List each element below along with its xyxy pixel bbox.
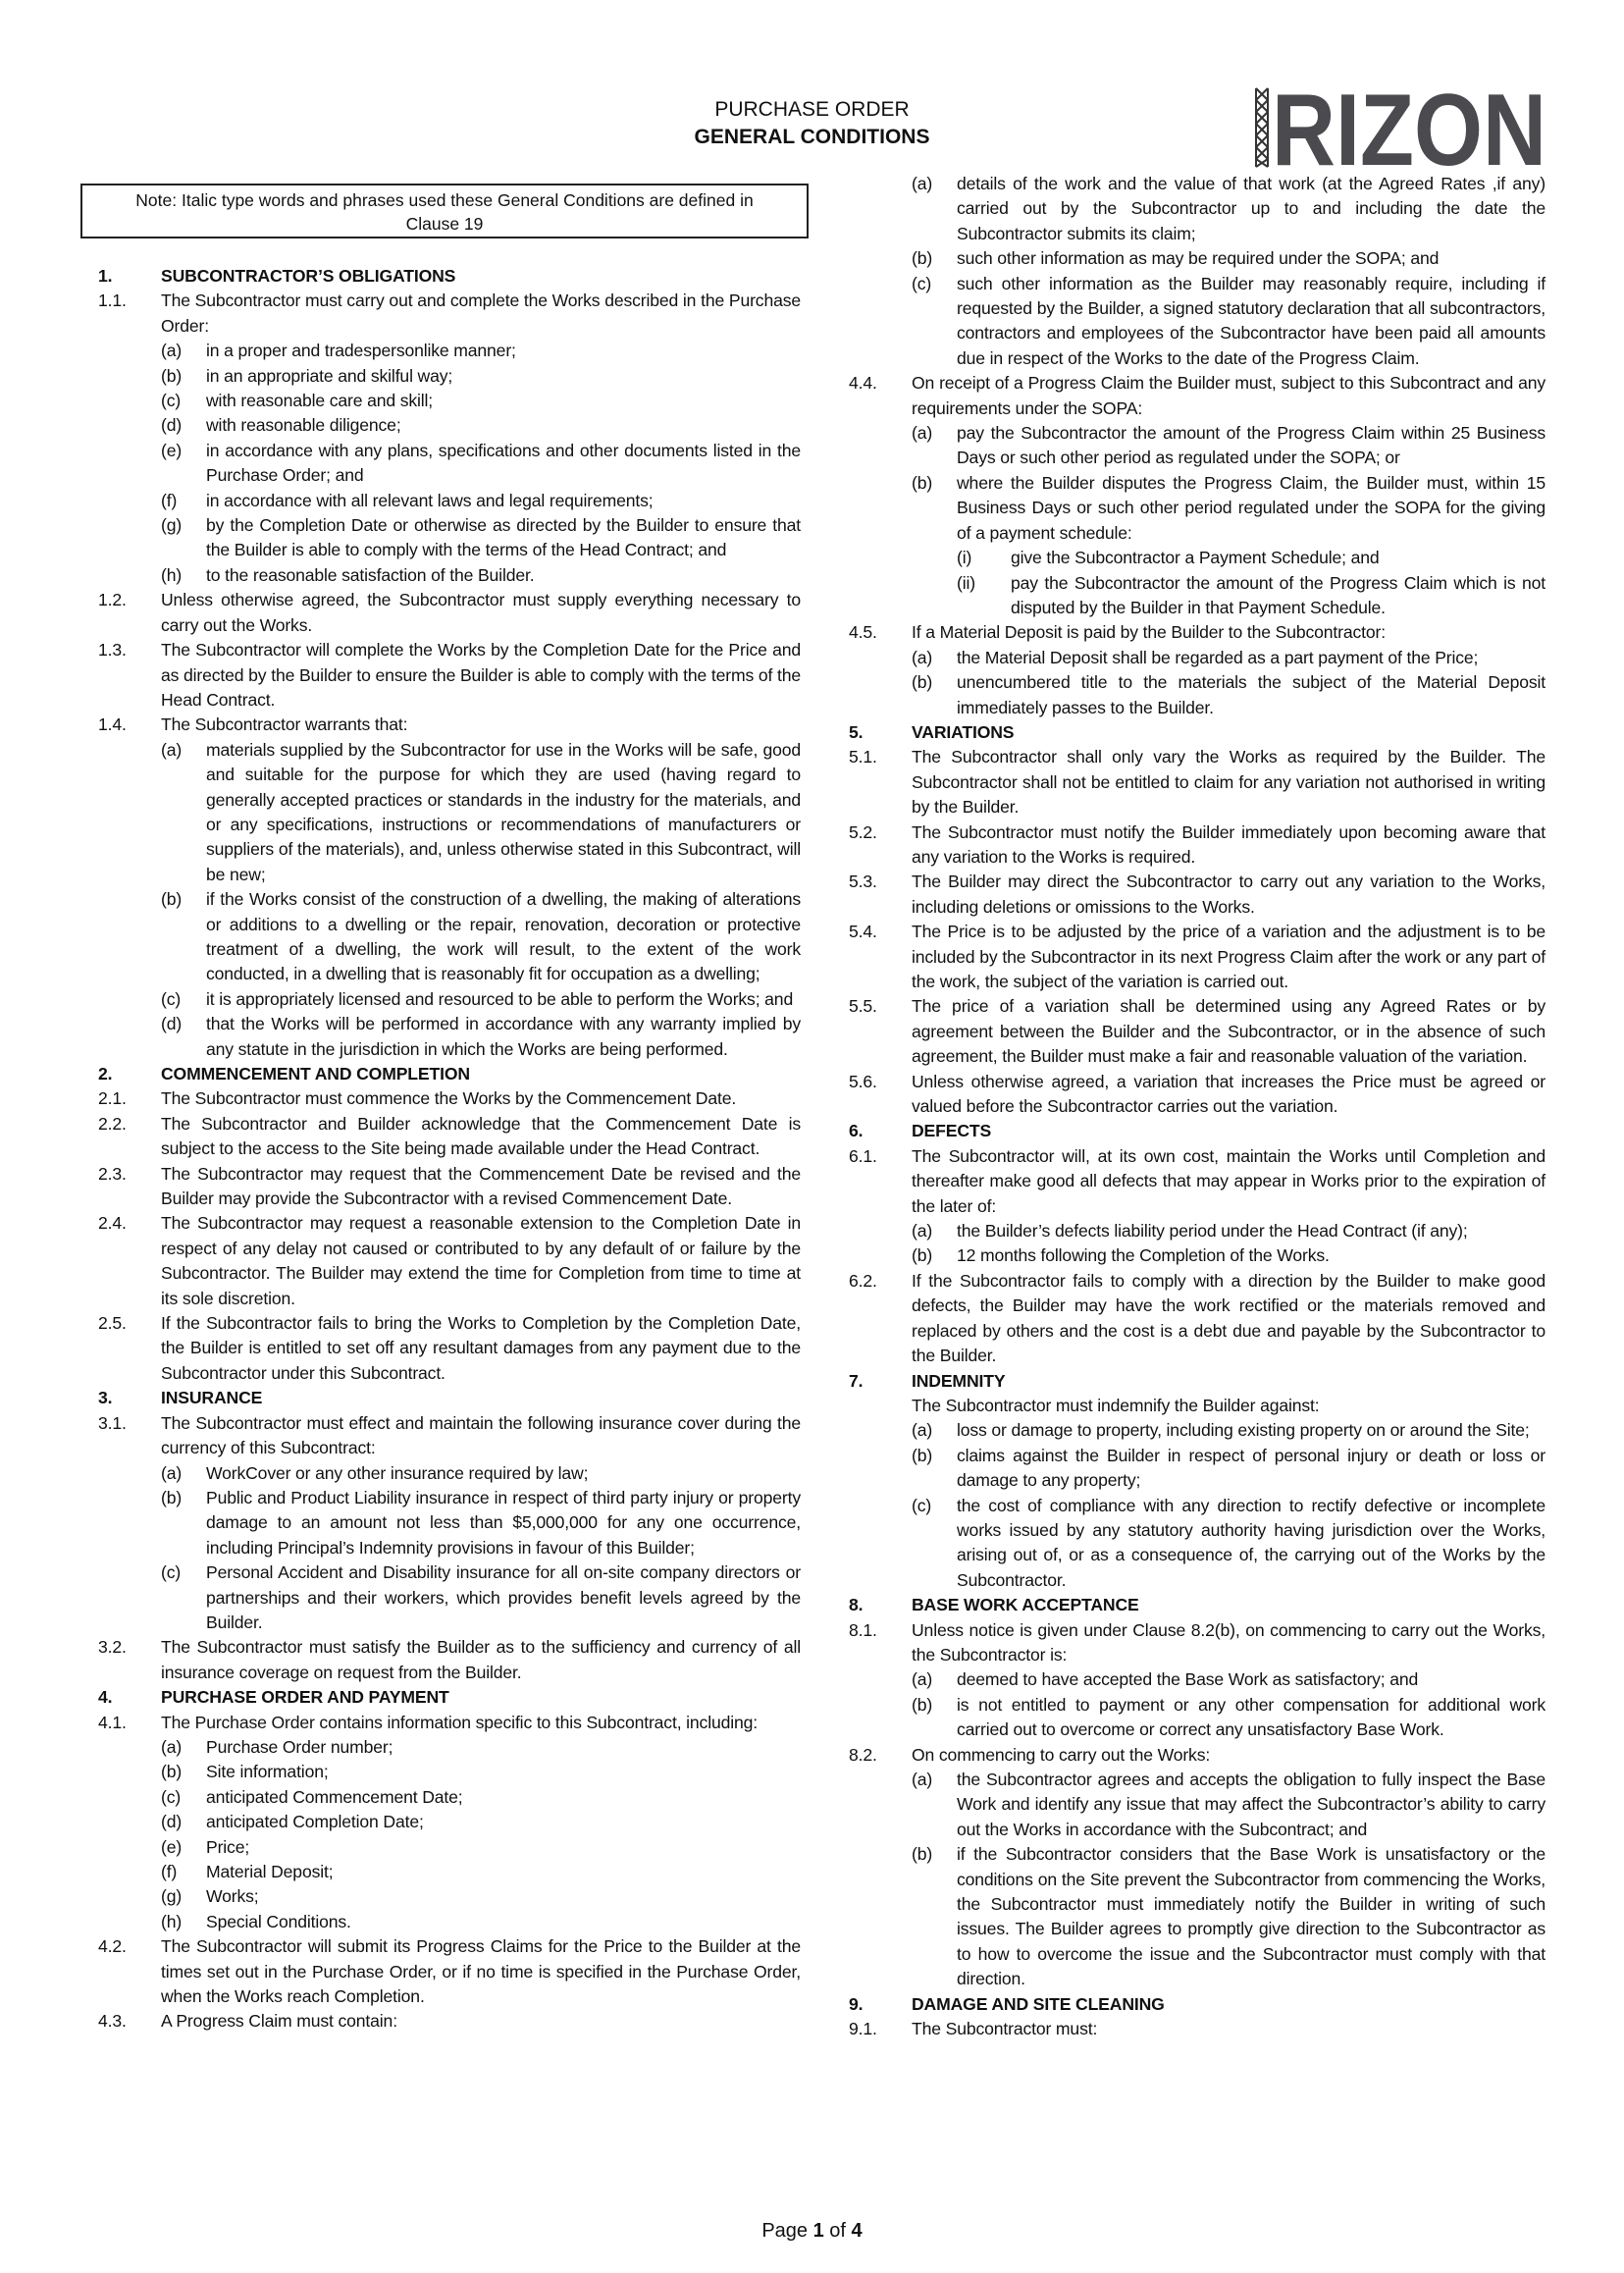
clause [849, 745, 1545, 819]
sub-clause [98, 489, 801, 513]
clause [98, 1934, 801, 2009]
clause-number: (g) [161, 515, 183, 536]
clause-text: The Subcontractor may request that the Commencement Date be revised and the Builder may provide the Subcontractor with a revised Commencement Date. [161, 1163, 801, 1209]
clause [849, 920, 1545, 994]
clause-number: 1.3. [98, 640, 127, 661]
sub-clause [98, 887, 801, 987]
sub-clause [98, 563, 801, 588]
clause-text: unencumbered title to the materials the subject of the Material Deposit immediately passes to the Builder. [957, 672, 1545, 717]
clause-number: (d) [161, 415, 183, 436]
sub-clause [849, 1693, 1545, 1743]
clause [98, 1162, 801, 1212]
clause-text: The Subcontractor must carry out and complete the Works described in the Purchase Order: [161, 291, 801, 336]
clause-number: (ii) [957, 572, 975, 593]
sub-clause [98, 1486, 801, 1560]
lattice-mark-icon [1256, 88, 1268, 167]
clause-text: If the Subcontractor fails to bring the Works to Completion by the Completion Date, the Builder is entitled to set off any resultant damages from any payment due to the Subcontractor under this Subcontract. [161, 1313, 801, 1383]
sub-clause [849, 272, 1545, 372]
sub-clause [98, 1735, 801, 1760]
clause-text: The Subcontractor may request a reasonable extension to the Completion Date in respect of any delay not caused or contributed to by any default of or failure by the Subcontractor. The Builder may extend the time for Completion from time to time at its sole discretion. [161, 1213, 801, 1308]
section-heading [849, 1369, 1545, 1394]
clause [98, 1411, 801, 1461]
clause-text: is not entitled to payment or any other compensation for additional work carried out to overcome or correct any unsatisfactory Base Work. [957, 1694, 1545, 1740]
clause-number: (a) [161, 341, 183, 361]
clause-number: 6. [849, 1121, 864, 1141]
sub-clause [849, 1768, 1545, 1842]
sub-clause [849, 1667, 1545, 1692]
sub-sub-clause [849, 546, 1545, 570]
clause [98, 2009, 801, 2034]
page-of-label: of [829, 2220, 846, 2242]
clause-number: 2. [98, 1064, 113, 1084]
sub-clause [849, 246, 1545, 271]
sub-clause [98, 1860, 801, 1884]
clause [98, 1635, 801, 1685]
clause-number: 3. [98, 1388, 113, 1408]
sub-clause [98, 389, 801, 413]
sub-clause [98, 738, 801, 887]
clause-number: (c) [161, 1786, 182, 1807]
clause-text: details of the work and the value of that work (at the Agreed Rates ,if any) carried out by the Subcontractor up to and including the date the Subcontractor submits its claim; [957, 174, 1545, 243]
clause-text: Price; [206, 1836, 250, 1857]
clause [849, 870, 1545, 920]
clause-text: If the Subcontractor fails to comply with a direction by the Builder to make good defects, the Builder may have the work rectified or the materials removed and replaced by others and the cost is a debt due and payable by the Subcontractor to the Builder. [912, 1270, 1545, 1366]
clause-text: DEFECTS [912, 1121, 992, 1141]
clause [849, 1618, 1545, 1668]
sub-clause [98, 1810, 801, 1834]
clause-number: (h) [161, 564, 183, 585]
clause-number: 9.1. [849, 2019, 877, 2039]
clause-text: The Subcontractor must effect and maintain the following insurance cover during the currency of this Subcontract: [161, 1412, 801, 1458]
clause-number: 1.2. [98, 590, 127, 610]
sub-clause [98, 1835, 801, 1860]
clause-text: the Builder’s defects liability period under the Head Contract (if any); [957, 1221, 1468, 1242]
clause-text: such other information as may be required under the SOPA; and [957, 248, 1440, 269]
clause-number: 4.4. [849, 373, 877, 394]
clause [849, 2017, 1545, 2041]
clause-number: 5.4. [849, 922, 877, 942]
clause [98, 638, 801, 713]
clause [849, 1144, 1545, 1219]
clause-text: in accordance with all relevant laws and legal requirements; [206, 490, 654, 510]
clause-text: The Purchase Order contains information specific to this Subcontract, including: [161, 1712, 758, 1732]
sub-clause [849, 1243, 1545, 1268]
clause-number: 2.1. [98, 1088, 127, 1109]
clause-text: 12 months following the Completion of the Works. [957, 1245, 1330, 1266]
clause-text: COMMENCEMENT AND COMPLETION [161, 1064, 470, 1084]
clause-number: (d) [161, 1014, 183, 1034]
clause-text: with reasonable care and skill; [206, 391, 434, 411]
clause-number: 2.3. [98, 1163, 127, 1184]
clause-number: 8.1. [849, 1619, 877, 1640]
clause-number: (b) [912, 1694, 933, 1715]
section-heading [849, 1992, 1545, 2017]
sub-clause [98, 339, 801, 363]
clause-number: 4.2. [98, 1936, 127, 1957]
clause-text: The Subcontractor must satisfy the Builder as to the sufficiency and currency of all insurance coverage on request from the Builder. [161, 1637, 801, 1682]
clause-text: The Subcontractor will, at its own cost, maintain the Works until Completion and thereafter make good all defects that may appear in Works prior to the expiration of the later of: [912, 1145, 1545, 1216]
clause-text: Material Deposit; [206, 1862, 334, 1881]
clause-number: 4.3. [98, 2011, 127, 2032]
sub-clause [849, 1842, 1545, 1991]
sub-clause [98, 364, 801, 389]
clause [98, 1711, 801, 1735]
sub-clause [849, 1418, 1545, 1443]
clause [98, 289, 801, 339]
clause-text: by the Completion Date or otherwise as directed by the Builder to ensure that the Builder is able to comply with the terms of the Head Contract; and [206, 515, 801, 560]
clause-number: 7. [849, 1370, 864, 1391]
clause [98, 1311, 801, 1386]
clause [849, 994, 1545, 1069]
clause-number: (b) [912, 248, 933, 269]
clause-text: it is appropriately licensed and resourced to be able to perform the Works; and [206, 988, 794, 1009]
clause-number: 5.1. [849, 747, 877, 767]
clause-text: The Subcontractor must: [912, 2019, 1098, 2039]
clause-text: pay the Subcontractor the amount of the Progress Claim within 25 Business Days or such other period as regulated under the SOPA; or [957, 423, 1545, 468]
page-label: Page [761, 2220, 809, 2242]
clause-text: The Subcontractor must indemnify the Builder against: [912, 1395, 1320, 1415]
clause-number: (b) [161, 889, 183, 910]
clause-number: (a) [161, 1736, 183, 1757]
section-heading [849, 1593, 1545, 1617]
clause-text: The Subcontractor and Builder acknowledge that the Commencement Date is subject to the access to the Site being made available under the Head Contract. [161, 1113, 801, 1159]
clause [849, 820, 1545, 871]
note-line-2: Clause 19 [405, 214, 484, 234]
clause-text: Works; [206, 1886, 259, 1907]
definitions-note [80, 184, 809, 238]
clause-text: where the Builder disputes the Progress Claim, the Builder must, within 15 Business Days or such other period regulated under the SOPA for the giving of a payment schedule: [957, 472, 1545, 543]
document-type: PURCHASE ORDER [714, 98, 910, 121]
clause-text: to the reasonable satisfaction of the Builder. [206, 564, 535, 585]
clause-text: The Builder may direct the Subcontractor to carry out any variation to the Works, including deletions or omissions to the Works. [912, 872, 1545, 917]
clause-number: (a) [912, 423, 933, 444]
section-heading [98, 1062, 801, 1086]
clause-text: BASE WORK ACCEPTANCE [912, 1595, 1139, 1615]
clause-text: If a Material Deposit is paid by the Builder to the Subcontractor: [912, 622, 1386, 643]
section-heading [98, 1685, 801, 1710]
sub-clause [849, 1494, 1545, 1594]
clause-text: The Subcontractor must notify the Builder immediately upon becoming aware that any variation to the Works is required. [912, 821, 1545, 867]
clause-text: On commencing to carry out the Works: [912, 1744, 1211, 1765]
sub-clause [98, 1884, 801, 1909]
sub-clause [98, 439, 801, 489]
clause-text: Public and Product Liability insurance in respect of third party injury or property damage to an amount not less than $5,000,000 for any one occurrence, including Principal’s Indemnity provisions in favour of this Builder; [206, 1487, 801, 1558]
clause-number: (f) [161, 490, 178, 510]
clause-text: VARIATIONS [912, 721, 1015, 742]
clause-number: (a) [912, 1669, 933, 1690]
clause-text: The Price is to be adjusted by the price of a variation and the adjustment is to be included by the Subcontractor in its next Progress Claim after the work or any part of the work, the subject of the variation is carried out. [912, 922, 1545, 991]
clause-number: 6.1. [849, 1145, 877, 1166]
sub-clause [849, 1219, 1545, 1243]
note-line-1: Note: Italic type words and phrases used these General Conditions are defined in [135, 190, 754, 210]
clause-text: SUBCONTRACTOR’S OBLIGATIONS [161, 266, 456, 286]
clause-number: 5. [849, 721, 864, 742]
clause-text: the Material Deposit shall be regarded as a part payment of the Price; [957, 647, 1479, 667]
left-column [98, 264, 801, 2035]
clause-number: (c) [912, 273, 932, 293]
clause-number: (e) [161, 1836, 183, 1857]
clause-text: PURCHASE ORDER AND PAYMENT [161, 1687, 449, 1708]
clause-number: 4.1. [98, 1712, 127, 1732]
clause-text: INSURANCE [161, 1388, 263, 1408]
clause-text: Special Conditions. [206, 1911, 351, 1931]
clause-number: (c) [912, 1495, 932, 1515]
clause-text: The price of a variation shall be determined using any Agreed Rates or by agreement between the Builder and the Subcontractor, or in the absence of such agreement, the Builder must make a fair and reasonable valuation of the variation. [912, 996, 1545, 1067]
sub-clause [98, 1760, 801, 1784]
clause-number: (b) [912, 1245, 933, 1266]
clause-text: WorkCover or any other insurance required by law; [206, 1462, 589, 1483]
clause-number: 5.2. [849, 821, 877, 842]
clause-number: 6.2. [849, 1270, 877, 1291]
document-title: GENERAL CONDITIONS [694, 126, 930, 148]
clause [849, 1269, 1545, 1369]
clause-text: A Progress Claim must contain: [161, 2011, 397, 2032]
clause-number: (f) [161, 1862, 178, 1881]
clause-text: that the Works will be performed in accordance with any warranty implied by any statute in the jurisdiction in which the Works are being performed. [206, 1014, 801, 1059]
sub-clause [98, 413, 801, 438]
sub-clause [849, 670, 1545, 720]
clause-text: Unless notice is given under Clause 8.2(b), on commencing to carry out the Works, the Subcontractor is: [912, 1619, 1545, 1665]
clause-number: (b) [912, 672, 933, 693]
clause [849, 620, 1545, 645]
sub-clause [849, 646, 1545, 670]
clause-text: materials supplied by the Subcontractor for use in the Works will be safe, good and suitable for the purpose for which they are used (having regard to generally accepted practices or standards in the industry for the materials, and or any specifications, instructions or recommendations of manufacturers or suppliers of the materials), and, unless otherwise stated in this Subcontract, will be new; [206, 739, 801, 884]
clause [98, 1211, 801, 1311]
clause-number: (b) [912, 472, 933, 493]
clause-number: (a) [912, 647, 933, 667]
clause-number: (b) [161, 365, 183, 386]
clause-number: (a) [161, 739, 183, 760]
clause-number: 8.2. [849, 1744, 877, 1765]
clause-text: in an appropriate and skilful way; [206, 365, 453, 386]
clause-number: 2.2. [98, 1113, 127, 1134]
clause-number: 1.4. [98, 714, 127, 735]
clause-text: if the Works consist of the construction of a dwelling, the making of alterations or additions to a dwelling or the repair, renovation, decoration or protective treatment of a dwelling, the work will result, to the extent of the work conducted, in a dwelling that is reasonably fit for occupation as a dwelling; [206, 889, 801, 984]
clause-number: 8. [849, 1595, 864, 1615]
clause-number: (g) [161, 1886, 183, 1907]
clause-number: (i) [957, 548, 972, 568]
clause [98, 588, 801, 638]
clause-text: The Subcontractor will complete the Works by the Completion Date for the Price and as directed by the Builder to ensure the Builder is able to comply with the terms of the Head Contract. [161, 640, 801, 710]
clause [849, 371, 1545, 421]
clause-number: (b) [912, 1445, 933, 1465]
clause-text: pay the Subcontractor the amount of the Progress Claim which is not disputed by the Builder in that Payment Schedule. [1011, 572, 1545, 617]
sub-clause [98, 1012, 801, 1062]
company-logo [1254, 86, 1548, 169]
total-page-count: 4 [851, 2220, 863, 2242]
clause-text: DAMAGE AND SITE CLEANING [912, 1993, 1165, 2014]
sub-clause [849, 1444, 1545, 1494]
clause-text: Purchase Order number; [206, 1736, 393, 1757]
current-page-number: 1 [812, 2220, 824, 2242]
clause-number: (a) [912, 1221, 933, 1242]
sub-sub-clause [849, 571, 1545, 621]
clause-number: 5.3. [849, 872, 877, 892]
clause-number: (a) [912, 174, 933, 193]
clause-number: (b) [912, 1844, 933, 1865]
clause-text: anticipated Completion Date; [206, 1812, 424, 1832]
section-heading [98, 1386, 801, 1410]
sub-clause [98, 1785, 801, 1810]
clause-number: (b) [161, 1487, 183, 1507]
section-heading [98, 264, 801, 289]
clause-text: The Subcontractor shall only vary the Works as required by the Builder. The Subcontractor shall not be entitled to claim for any variation not authorised in writing by the Builder. [912, 747, 1545, 818]
clause [849, 1743, 1545, 1768]
clause-number: 1. [98, 266, 113, 286]
clause-number: 2.4. [98, 1213, 127, 1234]
clause-number: (c) [161, 1562, 182, 1583]
sub-clause [98, 1910, 801, 1934]
clause-number: (c) [161, 988, 182, 1009]
clause-number: 5.5. [849, 996, 877, 1017]
clause-number: (a) [912, 1770, 933, 1789]
clause-paragraph [849, 1394, 1545, 1418]
clause-text: the Subcontractor agrees and accepts the obligation to fully inspect the Base Work and identify any issue that may affect the Subcontractor’s ability to carry out the Works in accordance with the Subcontract; and [957, 1770, 1545, 1839]
clause-number: (b) [161, 1762, 183, 1782]
clause-number: 5.6. [849, 1071, 877, 1091]
section-heading [849, 1119, 1545, 1143]
clause-number: (a) [912, 1420, 933, 1441]
clause-text: claims against the Builder in respect of personal injury or death or loss or damage to any property; [957, 1445, 1545, 1491]
clause-text: give the Subcontractor a Payment Schedule; and [1011, 548, 1380, 568]
clause-text: such other information as the Builder may reasonably require, including if requested by the Builder, a signed statutory declaration that all subcontractors, contractors and employees of the Subcontractor have been paid all amounts due in respect of the Works to the date of the Progress Claim. [957, 273, 1545, 368]
clause-number: 4. [98, 1687, 113, 1708]
clause-text: in accordance with any plans, specifications and other documents listed in the Purchase Order; and [206, 440, 801, 486]
sub-clause [98, 1461, 801, 1486]
clause-number: (e) [161, 440, 183, 460]
clause-text: The Subcontractor must commence the Works by the Commencement Date. [161, 1088, 737, 1109]
clause-number: 1.1. [98, 291, 127, 311]
sub-clause [849, 471, 1545, 546]
clause-text: Unless otherwise agreed, the Subcontractor must supply everything necessary to carry out the Works. [161, 590, 801, 635]
sub-clause [98, 987, 801, 1012]
clause-text: deemed to have accepted the Base Work as satisfactory; and [957, 1669, 1419, 1690]
clause-number: (a) [161, 1462, 183, 1483]
clause-text: Site information; [206, 1762, 329, 1782]
clause-text: The Subcontractor will submit its Progress Claims for the Price to the Builder at the times set out in the Purchase Order, or if no time is specified in the Purchase Order, when the Works reach Completion. [161, 1936, 801, 2007]
clause-number: 9. [849, 1993, 864, 2014]
clause-number: 3.1. [98, 1412, 127, 1433]
clause-text: anticipated Commencement Date; [206, 1786, 463, 1807]
clause-number: (d) [161, 1812, 183, 1832]
sub-clause [849, 172, 1545, 246]
right-column [849, 172, 1545, 2041]
clause-text: in a proper and tradespersonlike manner; [206, 341, 516, 361]
clause [98, 1086, 801, 1111]
clause-text: On receipt of a Progress Claim the Builder must, subject to this Subcontract and any requirements under the SOPA: [912, 373, 1545, 418]
clause-number: 4.5. [849, 622, 877, 643]
clause-text: the cost of compliance with any direction to rectify defective or incomplete works issued by any statutory authority having jurisdiction over the Works, arising out of, or as a consequence of, the carrying out of the Works by the Subcontractor. [957, 1495, 1545, 1590]
clause [98, 1112, 801, 1162]
clause-number: 2.5. [98, 1313, 127, 1334]
sub-clause [98, 513, 801, 563]
clause-text: with reasonable diligence; [206, 415, 401, 436]
clause [98, 713, 801, 737]
sub-clause [849, 421, 1545, 471]
logo-wordmark: RIZON [1272, 86, 1546, 169]
section-heading [849, 720, 1545, 745]
sub-clause [98, 1560, 801, 1635]
clause-number: (c) [161, 391, 182, 411]
clause-text: INDEMNITY [912, 1370, 1006, 1391]
clause-text: Unless otherwise agreed, a variation that increases the Price must be agreed or valued before the Subcontractor carries out the variation. [912, 1071, 1545, 1117]
clause-text: loss or damage to property, including existing property on or around the Site; [957, 1420, 1530, 1441]
clause [849, 1070, 1545, 1120]
page-footer [0, 2220, 1624, 2243]
clause-text: if the Subcontractor considers that the Base Work is unsatisfactory or the conditions on the Site prevent the Subcontractor from commencing the Works, the Subcontractor must immediately notify the Builder in writing of such issues. The Builder agrees to promptly give direction to the Subcontractor as to how to overcome the issue and the Subcontractor must comply with that direction. [957, 1844, 1545, 1989]
clause-text: The Subcontractor warrants that: [161, 714, 408, 735]
clause-text: Personal Accident and Disability insurance for all on-site company directors or partnerships and their workers, which provides benefit levels agreed by the Builder. [206, 1562, 801, 1632]
clause-number: (h) [161, 1911, 183, 1931]
clause-number: 3.2. [98, 1637, 127, 1658]
